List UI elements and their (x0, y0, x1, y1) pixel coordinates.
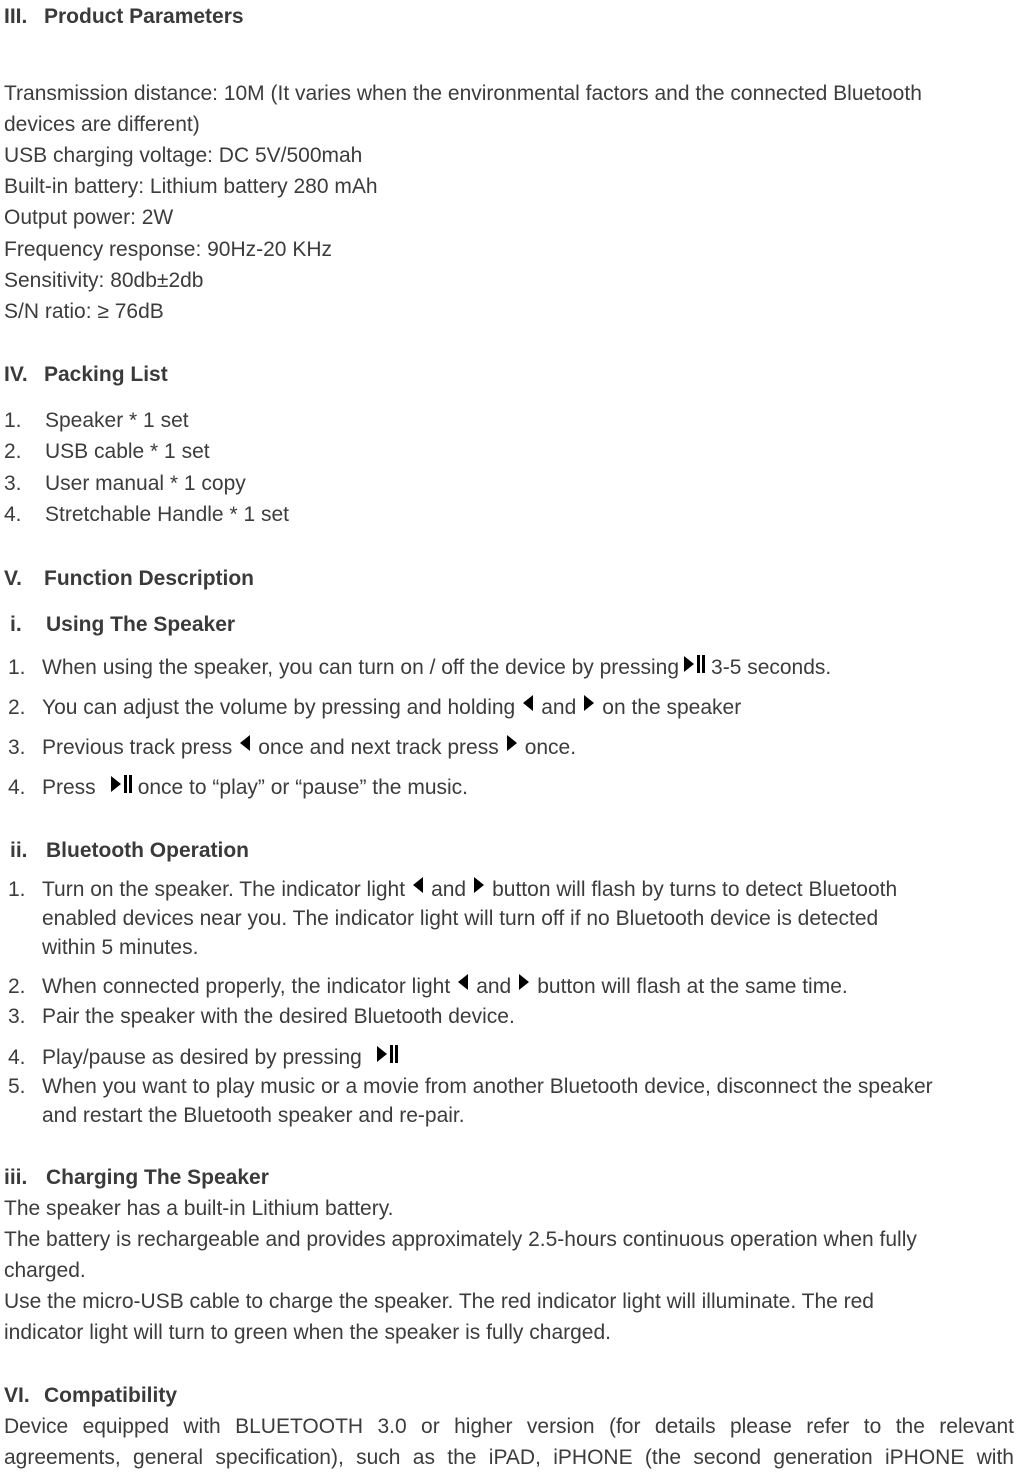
list-text: Turn on the speaker. The indicator light (42, 878, 406, 901)
list-text: Press (42, 776, 96, 799)
list-item (8, 734, 576, 762)
section-heading-packing-list (4, 361, 168, 389)
list-text: once and next track press (258, 736, 499, 759)
list-item-continuation: within 5 minutes. (42, 936, 199, 959)
section-number: V. (4, 567, 22, 590)
list-item (8, 694, 741, 722)
list-text: Pair the speaker with the desired Bluetooth device. (42, 1005, 515, 1028)
list-item (4, 438, 210, 466)
list-text: When connected properly, the indicator light (42, 975, 451, 998)
list-item (8, 1044, 404, 1072)
list-text: User manual * 1 copy (45, 472, 246, 495)
paragraph-line: The battery is rechargeable and provides approximately 2.5-hours continuous operation when fully (4, 1228, 917, 1251)
section-heading-compatibility (4, 1382, 177, 1410)
subsection-heading-bluetooth-operation (10, 837, 249, 865)
list-number: 2. (8, 696, 26, 719)
param-line: USB charging voltage: DC 5V/500mah (4, 144, 363, 167)
param-line: Sensitivity: 80db±2db (4, 269, 204, 292)
list-text: once to “play” or “pause” the music. (137, 776, 468, 799)
list-number: 4. (8, 1046, 26, 1069)
triangle-left-icon (458, 974, 468, 996)
list-text: 3-5 seconds. (711, 656, 832, 679)
list-number: 1. (8, 878, 26, 901)
list-item (8, 654, 831, 682)
list-item-continuation: enabled devices near you. The indicator light will turn off if no Bluetooth device is detected (42, 907, 879, 930)
list-item (8, 973, 848, 1001)
list-item (8, 774, 468, 802)
section-title: Compatibility (44, 1384, 178, 1407)
list-number: 2. (4, 440, 22, 463)
paragraph-line: Use the micro-USB cable to charge the speaker. The red indicator light will illuminate. The red (4, 1290, 874, 1313)
subsection-number: ii. (10, 839, 28, 862)
list-text: and (431, 878, 467, 901)
subsection-heading-charging-the-speaker (4, 1164, 269, 1192)
list-number: 2. (8, 975, 26, 998)
list-text: and (476, 975, 512, 998)
list-item (8, 1073, 933, 1101)
section-title: Packing List (44, 363, 168, 386)
subsection-title: Using The Speaker (46, 613, 236, 636)
param-line: Transmission distance: 10M (It varies when the environmental factors and the connected Bluetooth (4, 82, 922, 105)
subsection-number: i. (10, 613, 22, 636)
section-number: VI. (4, 1384, 30, 1407)
list-text: on the speaker (602, 696, 742, 719)
list-number: 3. (4, 472, 22, 495)
triangle-left-icon (523, 695, 533, 717)
paragraph-line: agreements, general specification), such as the iPAD, iPHONE (the second generation iPHONE with (4, 1446, 1014, 1469)
paragraph-line: charged. (4, 1259, 86, 1282)
list-number: 3. (8, 736, 26, 759)
paragraph-line: indicator light will turn to green when the speaker is fully charged. (4, 1321, 611, 1344)
list-number: 4. (8, 776, 26, 799)
paragraph-line: The speaker has a built-in Lithium battery. (4, 1197, 394, 1220)
triangle-left-icon (240, 735, 250, 757)
list-item (8, 876, 897, 904)
list-item (4, 501, 289, 529)
list-text: When you want to play music or a movie from another Bluetooth device, disconnect the speaker (42, 1075, 933, 1098)
list-text: once. (524, 736, 577, 759)
play-pause-icon (376, 1045, 400, 1067)
list-item (4, 407, 189, 435)
list-item (4, 470, 246, 498)
list-text: Play/pause as desired by pressing (42, 1046, 362, 1069)
list-text: and (541, 696, 577, 719)
section-heading-function-description (4, 565, 254, 593)
triangle-left-icon (413, 877, 423, 899)
list-number: 3. (8, 1005, 26, 1028)
section-heading-product-parameters (4, 3, 244, 31)
param-line: Output power: 2W (4, 206, 174, 229)
list-text: Previous track press (42, 736, 233, 759)
section-title: Product Parameters (44, 5, 244, 28)
list-text: USB cable * 1 set (45, 440, 210, 463)
list-item-continuation: and restart the Bluetooth speaker and re-pair. (42, 1104, 465, 1127)
list-text: You can adjust the volume by pressing and holding (42, 696, 516, 719)
list-text: button will flash at the same time. (537, 975, 848, 998)
param-line: devices are different) (4, 113, 200, 136)
list-number: 1. (8, 656, 26, 679)
play-pause-icon (110, 775, 134, 797)
list-text: Stretchable Handle * 1 set (45, 503, 289, 526)
list-text: button will flash by turns to detect Bluetooth (492, 878, 898, 901)
list-number: 5. (8, 1075, 26, 1098)
subsection-title: Bluetooth Operation (46, 839, 249, 862)
subsection-title: Charging The Speaker (46, 1166, 269, 1189)
triangle-right-icon (519, 974, 529, 996)
triangle-right-icon (584, 695, 594, 717)
list-item (8, 1003, 515, 1031)
subsection-heading-using-the-speaker (10, 611, 235, 639)
section-number: III. (4, 5, 28, 28)
triangle-right-icon (507, 735, 517, 757)
list-text: Speaker * 1 set (45, 409, 189, 432)
play-pause-icon (683, 655, 707, 677)
param-line: S/N ratio: ≥ 76dB (4, 300, 164, 323)
paragraph-line: Device equipped with BLUETOOTH 3.0 or higher version (for details please refer to the relevant (4, 1415, 1014, 1438)
section-number: IV. (4, 363, 28, 386)
list-number: 1. (4, 409, 22, 432)
param-line: Built-in battery: Lithium battery 280 mAh (4, 175, 378, 198)
triangle-right-icon (474, 877, 484, 899)
list-text: When using the speaker, you can turn on / off the device by pressing (42, 656, 680, 679)
param-line: Frequency response: 90Hz-20 KHz (4, 238, 332, 261)
subsection-number: iii. (4, 1166, 28, 1189)
section-title: Function Description (44, 567, 254, 590)
list-number: 4. (4, 503, 22, 526)
